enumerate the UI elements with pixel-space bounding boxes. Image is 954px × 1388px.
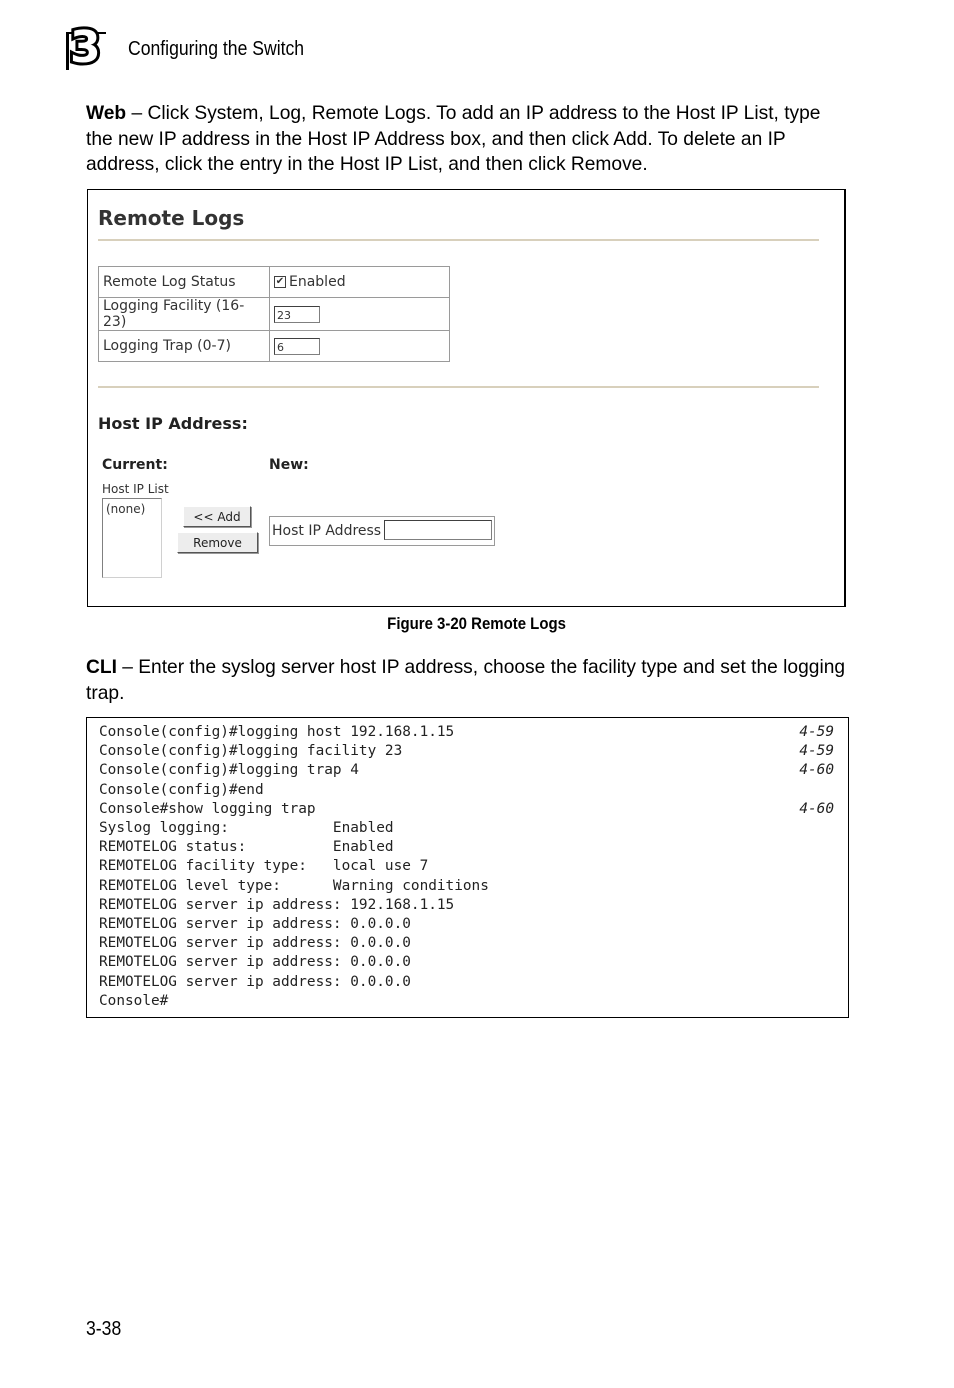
- remote-log-status-checkbox[interactable]: ✔: [275, 276, 285, 287]
- remote-log-settings-table: [98, 266, 450, 362]
- current-heading: Current:: [102, 457, 168, 473]
- remote-log-status-cell: [270, 267, 450, 298]
- host-ip-address-input[interactable]: [384, 520, 492, 540]
- new-heading: New:: [269, 457, 309, 473]
- code-page-reference: 4-59: [799, 743, 834, 760]
- chapter-number-badge: [66, 22, 106, 73]
- code-page-reference: 4-60: [799, 762, 834, 779]
- host-ip-heading: Host IP Address:: [98, 414, 248, 433]
- code-line: Console#show logging trap: [99, 800, 316, 817]
- logging-facility-label: Logging Facility (16-23): [99, 298, 270, 331]
- host-ip-address-label: Host IP Address: [272, 523, 382, 539]
- code-line: REMOTELOG status: Enabled: [99, 839, 394, 856]
- remove-button[interactable]: Remove: [177, 532, 258, 553]
- figure-caption: [0, 614, 954, 634]
- cli-code-block: [86, 717, 849, 1018]
- web-paragraph: [86, 101, 846, 178]
- badge-bar: [66, 32, 69, 70]
- code-line: Console(config)#end: [99, 781, 264, 798]
- code-line: REMOTELOG server ip address: 0.0.0.0: [99, 954, 411, 971]
- add-button[interactable]: << Add: [183, 506, 251, 527]
- logging-trap-cell: [270, 331, 450, 362]
- host-ip-list-label: Host IP List: [102, 482, 169, 496]
- remote-log-status-label: Remote Log Status: [99, 267, 270, 298]
- logging-trap-label: Logging Trap (0-7): [99, 331, 270, 362]
- code-line: REMOTELOG server ip address: 0.0.0.0: [99, 973, 411, 990]
- logging-trap-input[interactable]: 6: [274, 338, 320, 355]
- table-row: [99, 267, 450, 298]
- remote-log-status-value: Enabled: [289, 274, 346, 290]
- code-line: Console(config)#logging facility 23: [99, 743, 403, 760]
- code-line: Syslog logging: Enabled: [99, 820, 394, 836]
- remote-logs-title: Remote Logs: [98, 206, 245, 230]
- page-number: 3-38: [86, 1318, 122, 1340]
- cli-text: – Enter the syslog server host IP address, choose the facility type and set the logging trap.: [86, 657, 846, 704]
- code-page-reference: 4-60: [799, 800, 834, 817]
- list-item[interactable]: (none): [106, 502, 146, 516]
- table-row: [99, 331, 450, 362]
- code-line: REMOTELOG server ip address: 192.168.1.15: [99, 896, 455, 913]
- code-line: REMOTELOG server ip address: 0.0.0.0: [99, 935, 411, 952]
- code-line: Console(config)#logging trap 4: [99, 762, 359, 779]
- section-divider: [98, 386, 819, 388]
- logging-facility-cell: [270, 298, 450, 331]
- title-divider: [98, 239, 819, 241]
- chapter-number: 3: [70, 22, 101, 73]
- code-line: REMOTELOG level type: Warning conditions: [99, 877, 489, 894]
- code-line: REMOTELOG server ip address: 0.0.0.0: [99, 916, 411, 932]
- web-text: – Click System, Log, Remote Logs. To add an IP address to the Host IP List, type the new IP address in the Host IP Address box, and then click Add. To delete an IP address, click the entry in the Host IP List, and then click Remove.: [86, 103, 821, 175]
- figure-caption-text: Figure 3-20 Remote Logs: [387, 614, 567, 633]
- logging-facility-input[interactable]: 23: [274, 306, 320, 323]
- code-line: Console#: [99, 992, 169, 1009]
- code-line: REMOTELOG facility type: local use 7: [99, 858, 429, 875]
- new-host-ip-row: [269, 516, 495, 546]
- remote-logs-figure: [87, 189, 846, 607]
- web-lead: Web: [86, 103, 127, 124]
- host-ip-listbox[interactable]: [102, 498, 162, 578]
- code-line: Console(config)#logging host 192.168.1.15: [99, 724, 455, 740]
- table-row: [99, 298, 450, 331]
- cli-lead: CLI: [86, 657, 117, 678]
- code-page-reference: 4-59: [799, 724, 834, 740]
- running-header-title: Configuring the Switch: [128, 38, 305, 60]
- cli-paragraph: [86, 655, 846, 706]
